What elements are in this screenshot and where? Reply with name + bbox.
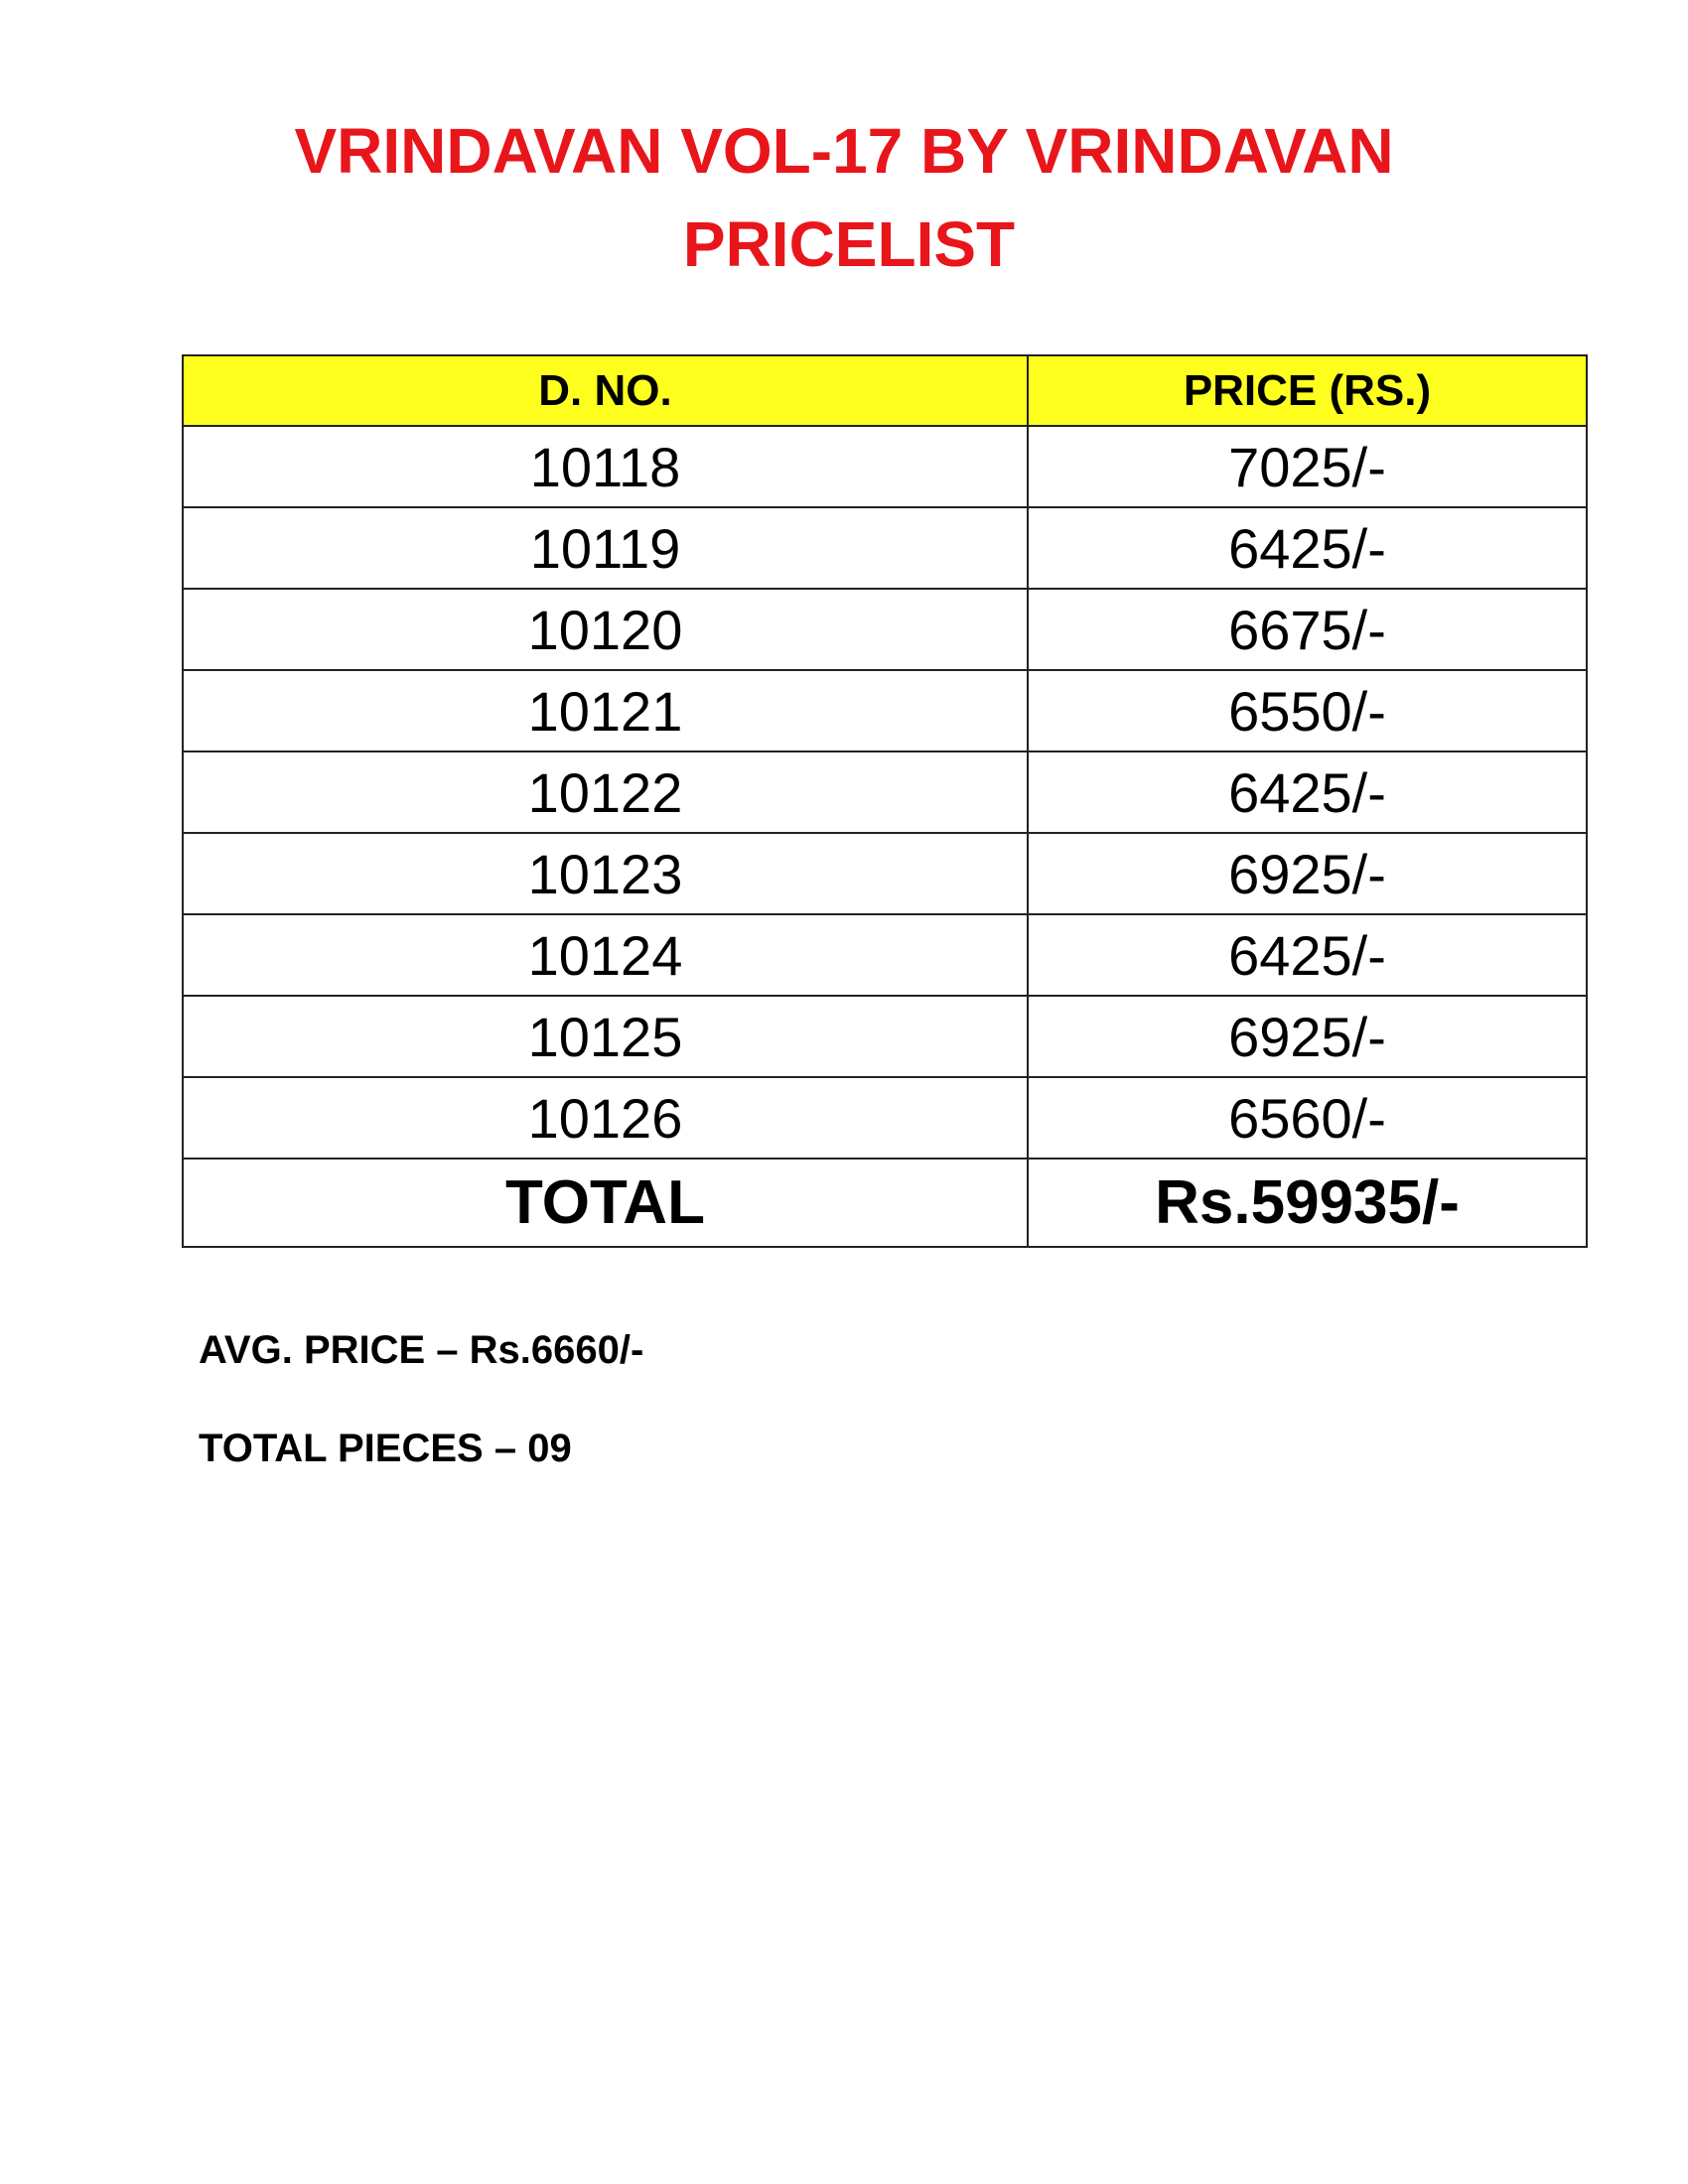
price-cell: 6925/- (1028, 833, 1587, 914)
table-row (183, 914, 1587, 996)
table-row (183, 751, 1587, 833)
table-row (183, 507, 1587, 589)
price-cell: 7025/- (1028, 426, 1587, 507)
design-number-cell: 10125 (183, 996, 1028, 1077)
price-cell: 6425/- (1028, 751, 1587, 833)
design-number-cell: 10118 (183, 426, 1028, 507)
total-value: Rs.59935/- (1028, 1159, 1587, 1247)
price-cell: 6550/- (1028, 670, 1587, 751)
average-price-text: AVG. PRICE – Rs.6660/- (199, 1328, 644, 1372)
design-number-cell: 10126 (183, 1077, 1028, 1159)
table-header-row (183, 355, 1587, 426)
title-line-2: PRICELIST (682, 208, 1016, 280)
table-row (183, 1077, 1587, 1159)
price-table (182, 354, 1588, 1248)
table-row (183, 426, 1587, 507)
design-number-cell: 10119 (183, 507, 1028, 589)
design-number-cell: 10123 (183, 833, 1028, 914)
design-number-cell: 10122 (183, 751, 1028, 833)
price-cell: 6425/- (1028, 507, 1587, 589)
price-cell: 6675/- (1028, 589, 1587, 670)
column-header-price: PRICE (RS.) (1028, 355, 1587, 426)
table-row (183, 833, 1587, 914)
design-number-cell: 10120 (183, 589, 1028, 670)
page-title (0, 104, 1688, 291)
table-row (183, 670, 1587, 751)
design-number-cell: 10121 (183, 670, 1028, 751)
total-row (183, 1159, 1587, 1247)
price-cell: 6425/- (1028, 914, 1587, 996)
table-row (183, 996, 1587, 1077)
column-header-design-number: D. NO. (183, 355, 1028, 426)
table-row (183, 589, 1587, 670)
price-cell: 6925/- (1028, 996, 1587, 1077)
price-cell: 6560/- (1028, 1077, 1587, 1159)
total-pieces-text: TOTAL PIECES – 09 (199, 1427, 572, 1470)
total-label: TOTAL (183, 1159, 1028, 1247)
title-line-1: VRINDAVAN VOL-17 BY VRINDAVAN (294, 115, 1394, 187)
design-number-cell: 10124 (183, 914, 1028, 996)
